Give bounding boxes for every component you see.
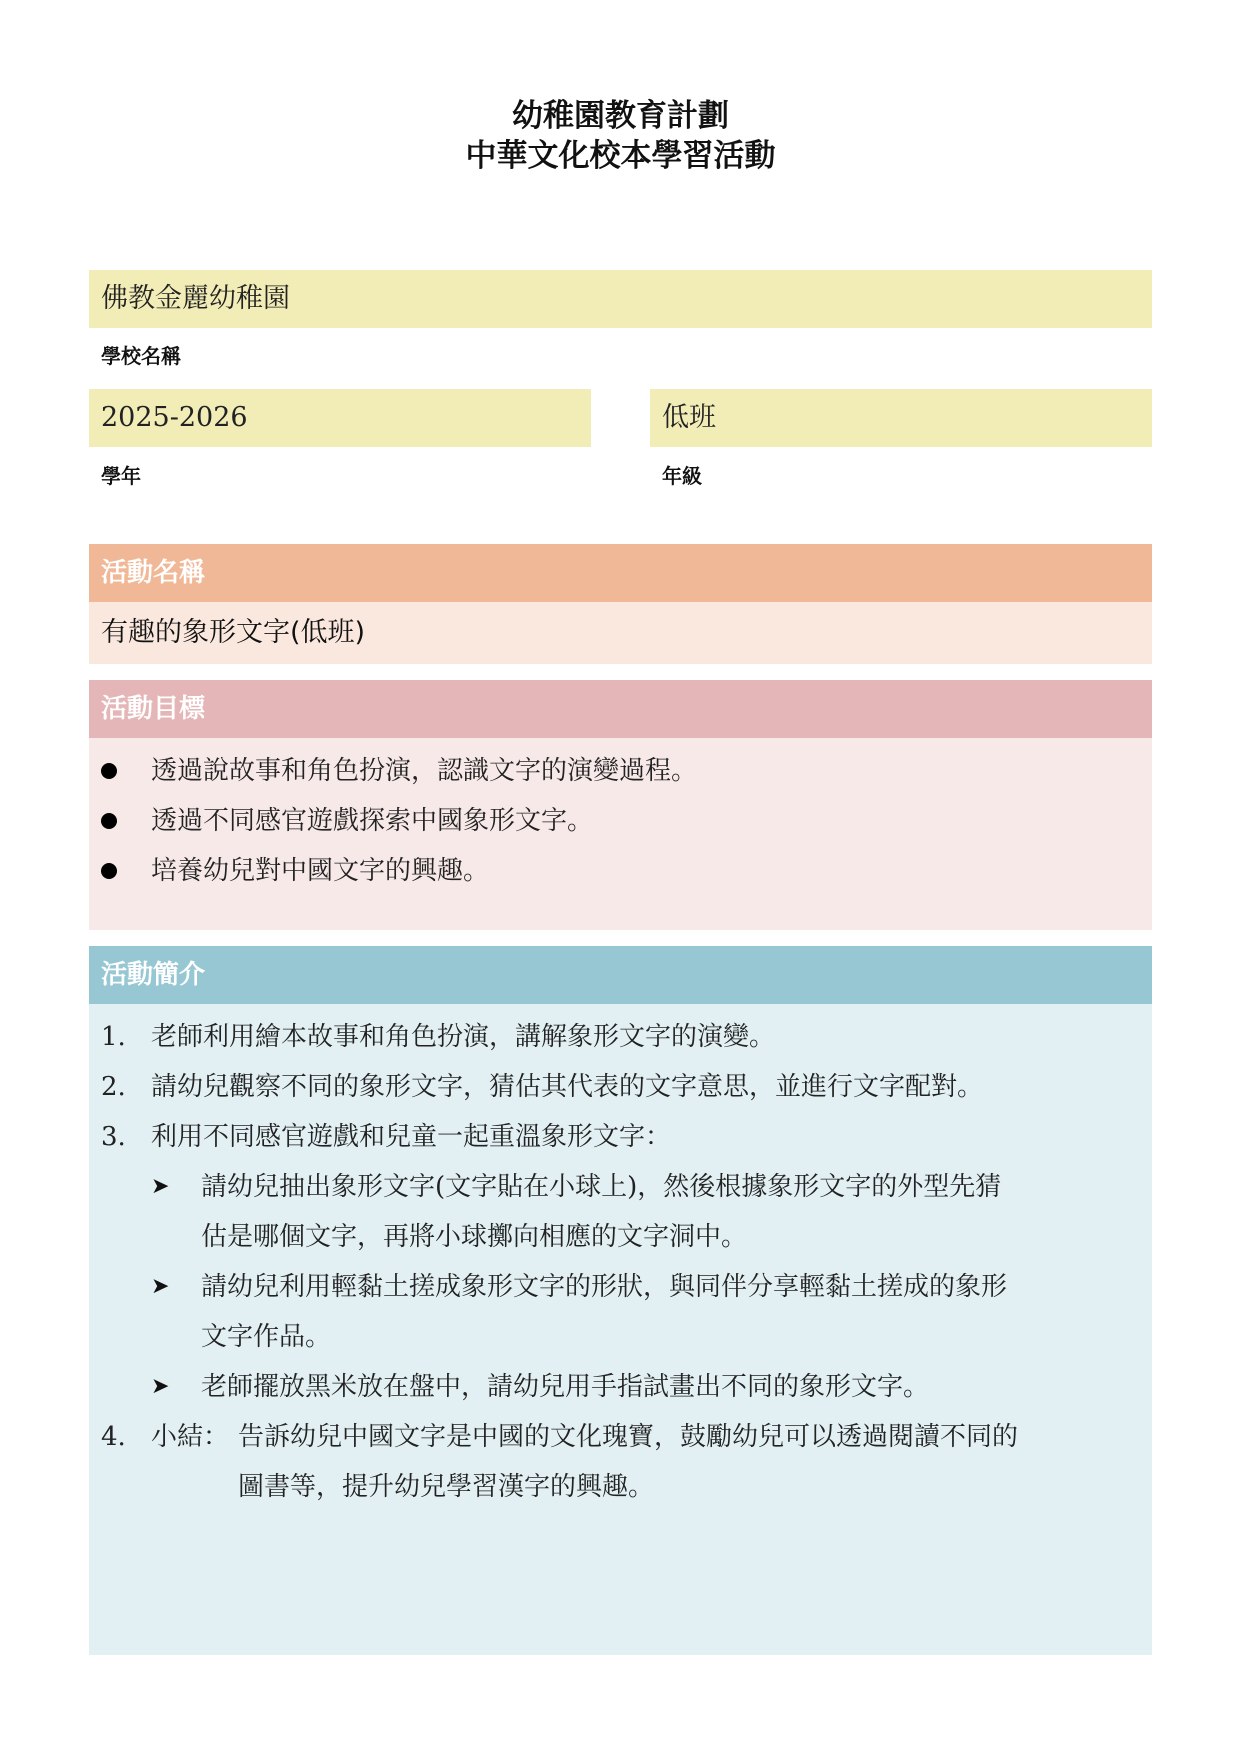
school-year-field[interactable]: 2025-2026 (89, 389, 591, 447)
intro-panel (89, 1004, 1152, 1655)
objective-item: 培養幼兒對中國文字的興趣。 (101, 846, 1101, 896)
intro-item-text: 老師利用繪本故事和角色扮演，講解象形文字的演變。 (151, 1022, 776, 1052)
intro-item-number: 1. (101, 1022, 126, 1052)
activity-name-heading: 活動名稱 (89, 544, 1152, 602)
summary-text: 告訴幼兒中國文字是中國的文化瑰寶，鼓勵幼兒可以透過閱讀不同的 (238, 1422, 1019, 1452)
document-title (0, 96, 1241, 176)
summary-prefix: 小結： (151, 1422, 230, 1452)
activity-name-value: 有趣的象形文字(低班) (89, 602, 1152, 664)
intro-heading: 活動簡介 (89, 946, 1152, 1004)
arrow-bullet-icon: ➤ (151, 1274, 170, 1299)
intro-item-text: 利用不同感官遊戲和兒童一起重溫象形文字： (151, 1122, 672, 1152)
title-line-1: 幼稚園教育計劃 (512, 98, 729, 134)
arrow-bullet-icon: ➤ (151, 1174, 170, 1199)
objective-item: 透過說故事和角色扮演，認識文字的演變過程。 (101, 746, 1101, 796)
objective-item: 透過不同感官遊戲探索中國象形文字。 (101, 796, 1101, 846)
school-year-label: 學年 (101, 464, 141, 488)
intro-item-text: 請幼兒觀察不同的象形文字，猜估其代表的文字意思，並進行文字配對。 (151, 1072, 984, 1102)
objectives-heading: 活動目標 (89, 680, 1152, 738)
sub-item-text-continued: 文字作品。 (201, 1322, 332, 1352)
sub-item-text-continued: 估是哪個文字，再將小球擲向相應的文字洞中。 (201, 1222, 748, 1252)
sub-item-text: 老師擺放黑米放在盤中，請幼兒用手指試畫出不同的象形文字。 (201, 1372, 930, 1402)
bullet-dot-icon (101, 863, 117, 879)
arrow-bullet-icon: ➤ (151, 1374, 170, 1399)
school-name-label: 學校名稱 (101, 344, 181, 368)
intro-item-number: 2. (101, 1072, 126, 1102)
grade-label: 年級 (662, 464, 702, 488)
summary-text-continued: 圖書等，提升幼兒學習漢字的興趣。 (238, 1472, 655, 1502)
intro-item-number: 4. (101, 1422, 126, 1452)
bullet-dot-icon (101, 763, 117, 779)
bullet-dot-icon (101, 813, 117, 829)
sub-item-text: 請幼兒利用輕黏土搓成象形文字的形狀，與同伴分享輕黏土搓成的象形 (201, 1272, 1008, 1302)
grade-field[interactable]: 低班 (650, 389, 1152, 447)
sub-item-text: 請幼兒抽出象形文字(文字貼在小球上)，然後根據象形文字的外型先猜 (201, 1172, 1002, 1202)
title-line-2: 中華文化校本學習活動 (465, 138, 776, 174)
intro-item-number: 3. (101, 1122, 126, 1152)
objectives-panel (89, 738, 1152, 930)
school-name-field[interactable]: 佛教金麗幼稚園 (89, 270, 1152, 328)
